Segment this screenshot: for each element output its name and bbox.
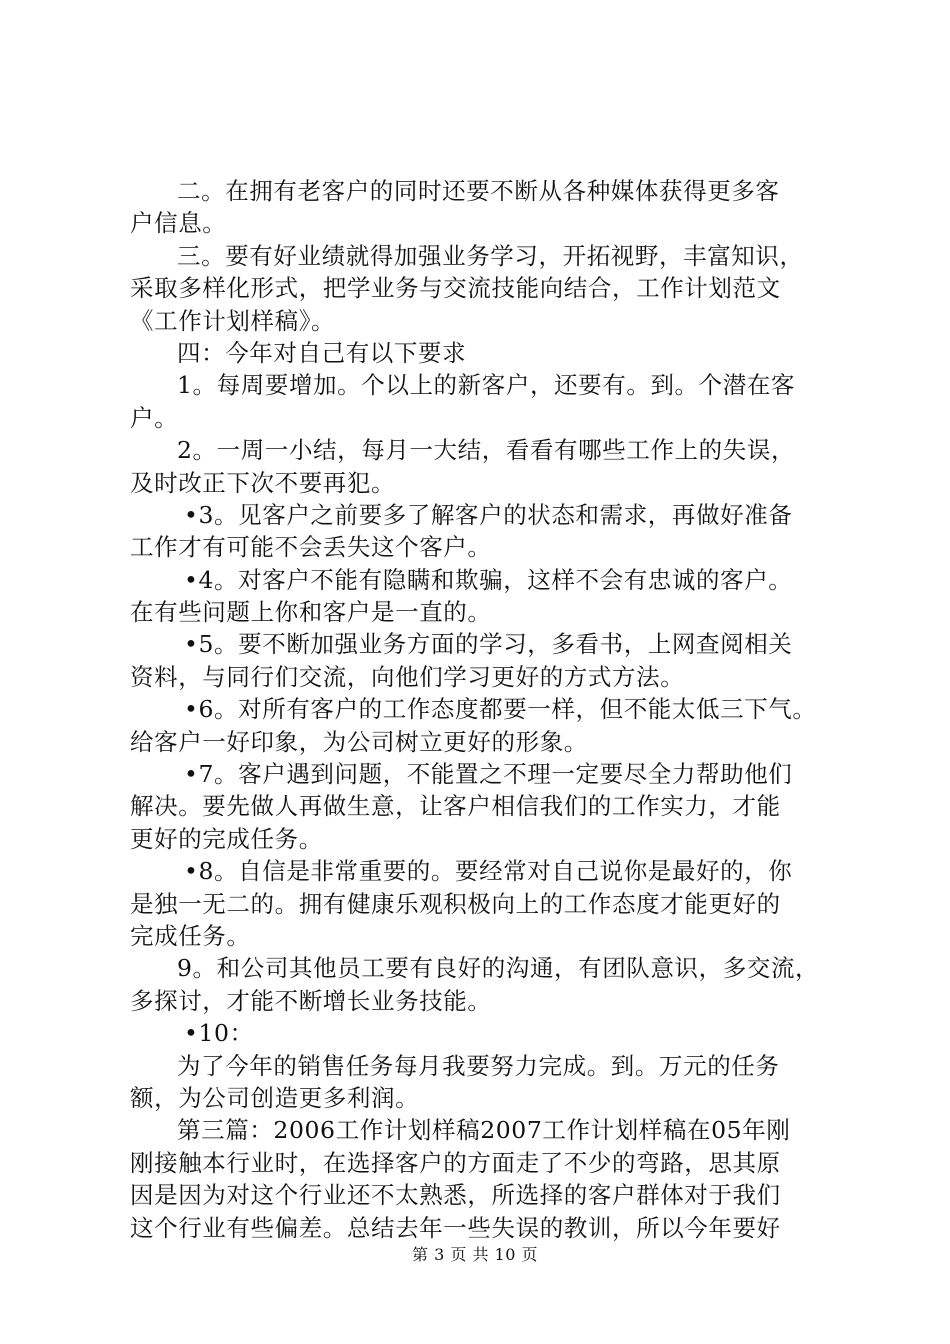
- paragraph-line: 为了今年的销售任务每月我要努力完成。到。万元的任务: [177, 1051, 780, 1080]
- paragraph-line: 采取多样化形式，把学业务与交流技能向结合，工作计划范文: [130, 274, 781, 303]
- paragraph-line: 解决。要先做人再做生意，让客户相信我们的工作实力，才能: [130, 792, 781, 821]
- list-item: •3。见客户之前要多了解客户的状态和需求，再做好准备: [184, 500, 793, 529]
- paragraph-line: 《工作计划样稿》。: [130, 306, 336, 335]
- list-item: •8。自信是非常重要的。要经常对自己说你是最好的，你: [184, 857, 793, 886]
- paragraph-line: 在有些问题上你和客户是一直的。: [130, 598, 492, 627]
- list-item: •5。要不断加强业务方面的学习，多看书，上网查阅相关: [184, 630, 793, 659]
- paragraph-line: 户信息。: [130, 209, 227, 238]
- paragraph-line: 二。在拥有老客户的同时还要不断从各种媒体获得更多客: [177, 177, 780, 205]
- section-heading: 四：今年对自己有以下要求: [177, 338, 467, 367]
- paragraph-line: 户。: [130, 403, 179, 432]
- list-item: •7。客户遇到问题，不能置之不理一定要尽全力帮助他们: [184, 760, 793, 789]
- paragraph-line: 资料，与同行们交流，向他们学习更好的方式方法。: [130, 662, 685, 691]
- paragraph-line: 更好的完成任务。: [130, 824, 323, 853]
- section-heading: 第三篇：2006工作计划样稿2007工作计划样稿在05年刚: [177, 1116, 791, 1145]
- list-item: •6。对所有客户的工作态度都要一样，但不能太低三下气。: [184, 695, 817, 724]
- paragraph-line: 刚接触本行业时，在选择客户的方面走了不少的弯路，思其原: [130, 1148, 781, 1177]
- list-item: 1。每周要增加。个以上的新客户，还要有。到。个潜在客: [177, 371, 796, 400]
- list-item: •10：: [184, 1019, 254, 1048]
- paragraph-line: 额，为公司创造更多利润。: [130, 1083, 420, 1112]
- paragraph-line: 三。要有好业绩就得加强业务学习，开拓视野，丰富知识，: [177, 241, 804, 270]
- paragraph-line: 是独一无二的。拥有健康乐观积极向上的工作态度才能更好的: [130, 889, 781, 918]
- page-number-footer: 第 3 页 共 10 页: [412, 1245, 538, 1264]
- list-item: 9。和公司其他员工要有良好的沟通，有团队意识，多交流，: [177, 954, 820, 983]
- paragraph-line: 多探讨，才能不断增长业务技能。: [130, 986, 492, 1015]
- list-item: •4。对客户不能有隐瞒和欺骗，这样不会有忠诚的客户。: [184, 565, 793, 594]
- paragraph-line: 完成任务。: [130, 921, 251, 950]
- paragraph-line: 因是因为对这个行业还不太熟悉，所选择的客户群体对于我们: [130, 1181, 781, 1210]
- document-body: [130, 175, 835, 1244]
- list-item: 2。一周一小结，每月一大结，看看有哪些工作上的失误，: [177, 436, 796, 465]
- paragraph-line: 这个行业有些偏差。总结去年一些失误的教训，所以今年要好: [130, 1213, 781, 1242]
- paragraph-line: 给客户一好印象，为公司树立更好的形象。: [130, 727, 588, 756]
- paragraph-line: 及时改正下次不要再犯。: [130, 468, 396, 497]
- paragraph-line: 工作才有可能不会丢失这个客户。: [130, 533, 492, 562]
